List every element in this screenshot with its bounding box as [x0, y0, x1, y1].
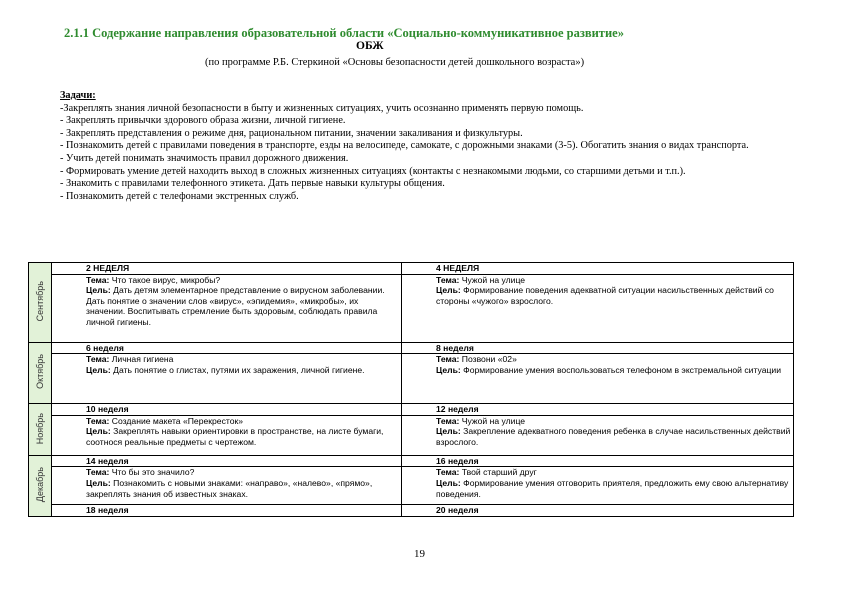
program-reference: (по программе Р.Б. Стеркиной «Основы безопасности детей дошкольного возраста») — [205, 57, 585, 68]
week-header-row — [29, 455, 794, 467]
month-cell — [29, 455, 52, 516]
goal-line: Цель: Закреплять навыки ориентировки в пространстве, на листе бумаги, соотнося реальные предметы с чертежом. — [86, 426, 384, 447]
section-title: 2.1.1 Содержание направления образовательной области «Социально-коммуникативное развитие» — [64, 26, 624, 40]
task-item: -Закреплять знания личной безопасности в быту и жизненных ситуациях, учить осознанно применять первую помощь. — [60, 102, 584, 114]
goal-line: Цель: Формирование поведения адекватной ситуации насильственных действий со стороны «чужого» взрослого. — [436, 285, 774, 306]
goal-text: Формирование умения отговорить приятеля, предложить ему свою альтернативу поведения. — [436, 477, 789, 499]
theme-line: Тема: Личная гигиена — [86, 354, 174, 365]
theme-text: Что такое вирус, микробы? — [111, 274, 221, 285]
theme-text: Создание макета «Перекресток» — [111, 415, 244, 426]
table-row — [29, 467, 794, 505]
table-row — [29, 354, 794, 404]
week-label: 8 неделя — [402, 342, 794, 354]
goal-text: Формирование поведения адекватной ситуации насильственных действий со стороны «чужого» взрослого. — [436, 285, 774, 306]
month-label: Сентябрь — [34, 280, 45, 322]
month-label: Октябрь — [34, 354, 45, 390]
task-item: - Знакомить с правилами телефонного этикета. Дать первые навыки культуры общения. — [60, 178, 445, 190]
week-header-row — [29, 342, 794, 354]
plan-cell — [402, 354, 794, 404]
theme-line: Тема: Позвони «02» — [436, 354, 517, 365]
goal-line: Цель: Формирование умения отговорить приятеля, предложить ему свою альтернативу поведения. — [436, 477, 789, 499]
week-header-row — [29, 505, 794, 517]
theme-text: Позвони «02» — [461, 354, 517, 365]
task-item: - Закреплять представления о режиме дня, рациональном питании, значении закаливания и физкультуры. — [60, 127, 523, 139]
month-label: Ноябрь — [34, 412, 45, 444]
goal-text: Закреплять навыки ориентировки в пространстве, на листе бумаги, соотнося реальные предметы с чертежом. — [86, 426, 384, 447]
theme-text: Чужой на улице — [461, 274, 526, 285]
theme-text: Чужой на улице — [461, 415, 526, 426]
plan-cell — [52, 415, 402, 455]
week-label: 2 НЕДЕЛЯ — [52, 263, 402, 275]
goal-line: Цель: Познакомить с новыми знаками: «направо», «налево», «прямо», закреплять знания об известных знаках. — [86, 477, 373, 499]
theme-line: Тема: Что бы это значило? — [86, 467, 195, 478]
week-label: 6 неделя — [52, 342, 402, 354]
week-label: 12 неделя — [402, 404, 794, 416]
week-header-row — [29, 404, 794, 416]
theme-text: Личная гигиена — [111, 354, 174, 365]
goal-line: Цель: Дать детям элементарное представление о вирусном заболевании. Дать понятие о значении слов «вирус», «эпидемия», «микробы», их значении. Воспитывать стремление быть здоровым, соблюдать правила личной гигиены. — [86, 285, 385, 327]
plan-cell — [52, 467, 402, 505]
week-header-row — [29, 263, 794, 275]
goal-line: Цель: Дать понятие о глистах, путями их заражения, личной гигиене. — [86, 364, 365, 375]
theme-line: Тема: Чужой на улице — [436, 274, 526, 285]
month-label: Декабрь — [34, 467, 45, 503]
month-cell — [29, 342, 52, 404]
month-cell — [29, 404, 52, 456]
tasks-block — [60, 90, 780, 203]
theme-line: Тема: Твой старший друг — [436, 467, 537, 478]
week-label: 14 неделя — [52, 455, 402, 467]
week-label: 18 неделя — [52, 505, 402, 517]
table-row — [29, 274, 794, 342]
goal-text: Закрепление адекватного поведения ребенка в случае насильственных действий взрослого. — [436, 426, 791, 447]
task-item: - Познакомить детей с телефонами экстренных служб. — [60, 190, 299, 202]
week-label: 4 НЕДЕЛЯ — [402, 263, 794, 275]
week-label: 20 неделя — [402, 505, 794, 517]
plan-cell — [52, 354, 402, 404]
tasks-heading: Задачи: — [60, 90, 96, 101]
task-item: - Познакомить детей с правилами поведения в транспорте, езды на велосипеде, самокате, с дорожными знаками (3-5). Обогатить знания о видах транспорта. — [60, 140, 749, 152]
goal-line: Цель: Формирование умения воспользоваться телефоном в экстремальной ситуации — [436, 364, 781, 375]
section-subtitle: ОБЖ — [356, 40, 384, 52]
week-label: 10 неделя — [52, 404, 402, 416]
theme-line: Тема: Чужой на улице — [436, 415, 526, 426]
goal-text: Дать детям элементарное представление о вирусном заболевании. Дать понятие о значении слов «вирус», «эпидемия», «микробы», их значении. Воспитывать стремление быть здоровым, соблюдать правила личной гигиены. — [86, 285, 385, 327]
theme-text: Что бы это значило? — [111, 467, 195, 478]
plan-table — [28, 262, 794, 517]
plan-cell — [402, 467, 794, 505]
task-item: - Формировать умение детей находить выход в сложных жизненных ситуациях (контакты с незнакомыми людьми, со старшими детьми и т.п.). — [60, 165, 686, 177]
plan-cell — [402, 274, 794, 342]
theme-line: Тема: Что такое вирус, микробы? — [86, 274, 221, 285]
table-row — [29, 415, 794, 455]
theme-line: Тема: Создание макета «Перекресток» — [86, 415, 244, 426]
page-number: 19 — [414, 548, 425, 560]
task-item: - Закреплять привычки здорового образа жизни, личной гигиене. — [60, 115, 346, 127]
task-item: - Учить детей понимать значимость правил дорожного движения. — [60, 152, 349, 164]
theme-text: Твой старший друг — [461, 467, 537, 478]
month-cell — [29, 263, 52, 343]
goal-text: Познакомить с новыми знаками: «направо», «налево», «прямо», закреплять знания об известных знаках. — [86, 477, 373, 499]
goal-text: Формирование умения воспользоваться телефоном в экстремальной ситуации — [463, 364, 781, 375]
plan-cell — [402, 415, 794, 455]
plan-cell — [52, 274, 402, 342]
goal-line: Цель: Закрепление адекватного поведения ребенка в случае насильственных действий взрослого. — [436, 426, 791, 447]
goal-text: Дать понятие о глистах, путями их заражения, личной гигиене. — [113, 364, 365, 375]
week-label: 16 неделя — [402, 455, 794, 467]
